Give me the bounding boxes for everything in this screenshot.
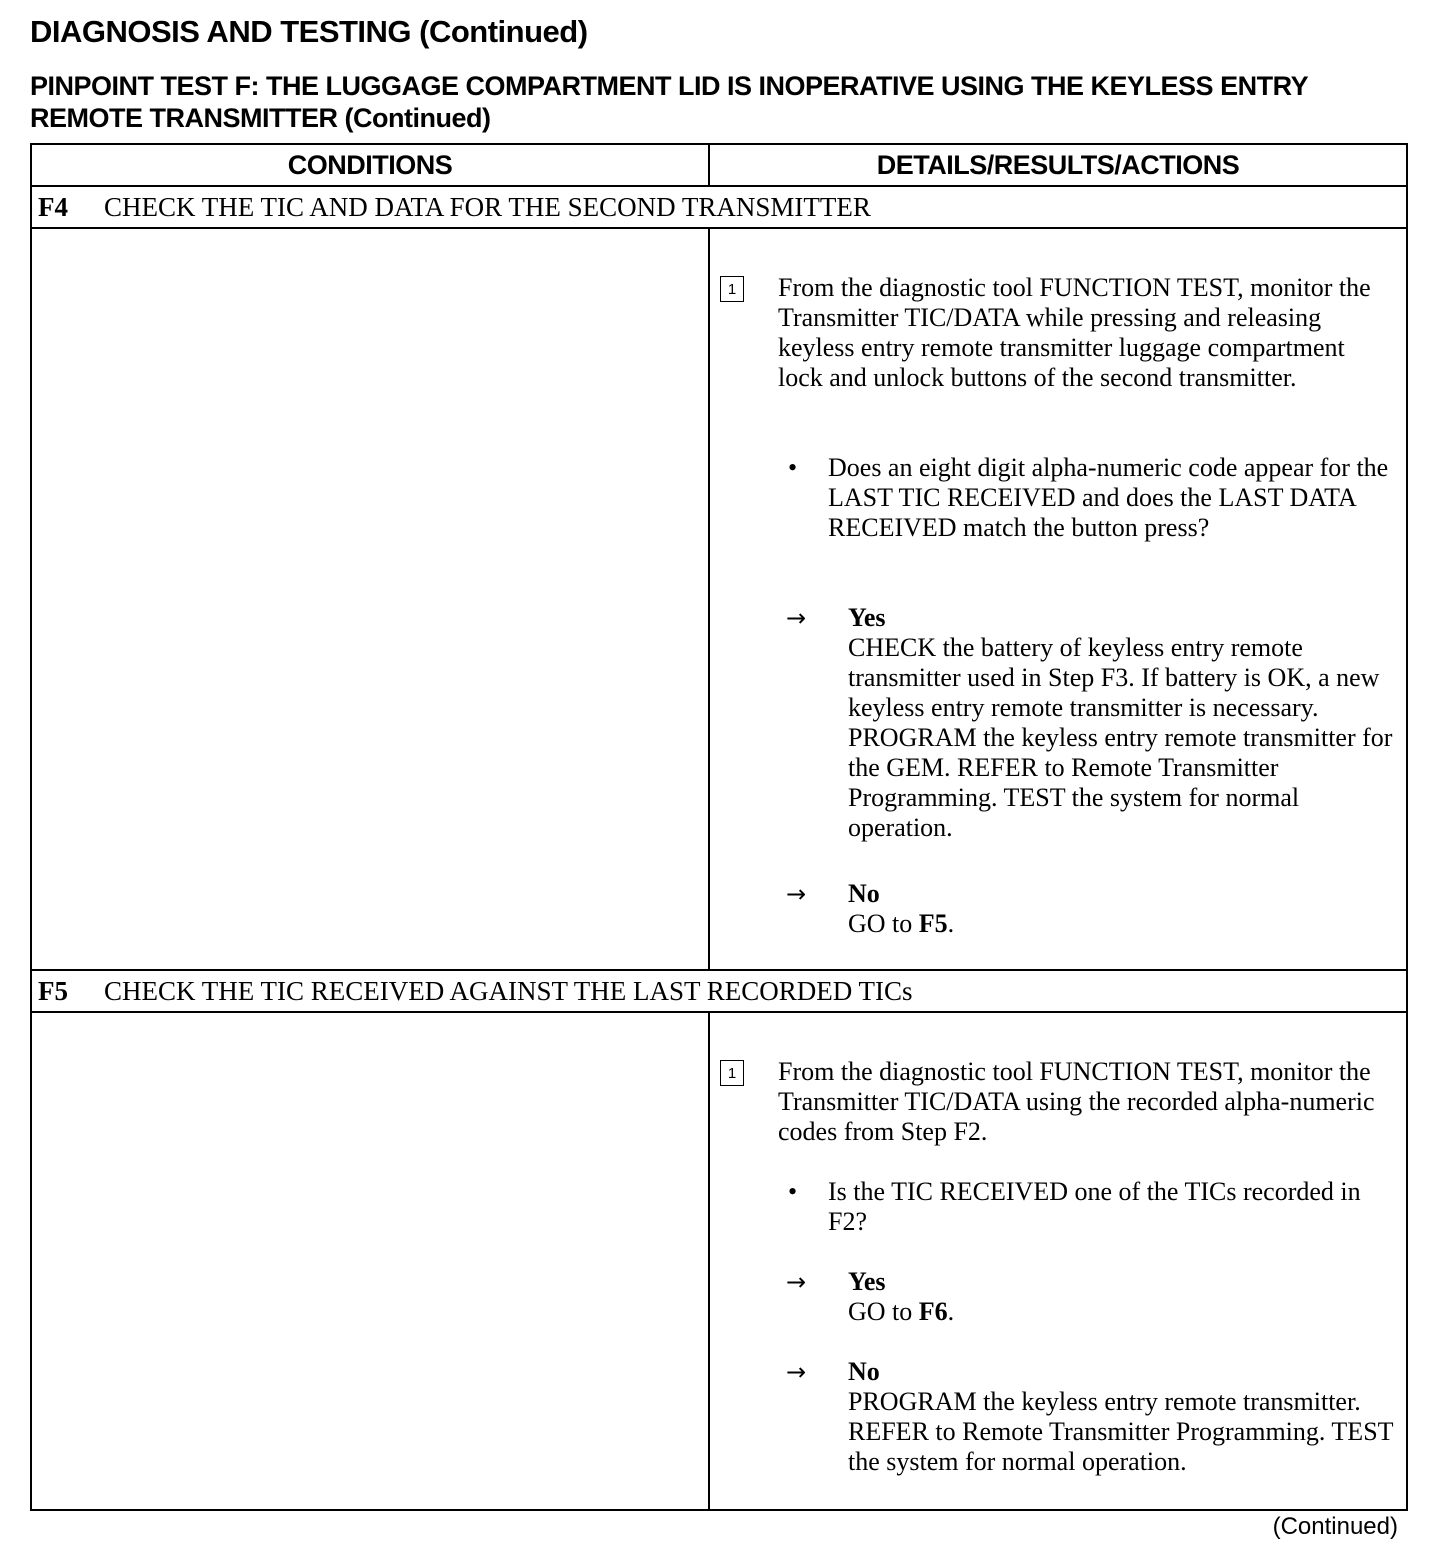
no-action: PROGRAM the keyless entry remote transmitter. REFER to Remote Transmitter Programming. TEST the system for normal operation. — [848, 1387, 1394, 1476]
yes-action: CHECK the battery of keyless entry remote transmitter used in Step F3. If battery is OK, a new keyless entry remote transmitter is necessary. PROGRAM the keyless entry remote transmitter for the GEM. REFER to Remote Transmitter Programming. TEST the system for normal operation. — [848, 633, 1393, 842]
question-text: Is the TIC RECEIVED one of the TICs recorded in F2? — [828, 1177, 1361, 1236]
conditions-cell — [32, 229, 710, 969]
details-header: DETAILS/RESULTS/ACTIONS — [876, 150, 1240, 180]
no-action-target: F5 — [918, 909, 948, 938]
no-result — [848, 879, 1400, 939]
yes-action-suffix: . — [947, 1297, 955, 1326]
step-text: From the diagnostic tool FUNCTION TEST, monitor the Transmitter TIC/DATA while pressing and releasing keyless entry remote transmitter luggage compartment lock and unlock buttons of the second transmitter. — [778, 273, 1371, 392]
details-cell — [710, 229, 1406, 969]
page-title: DIAGNOSIS AND TESTING (Continued) — [30, 14, 588, 49]
conditions-cell — [32, 1013, 710, 1509]
arrow-right-icon: → — [786, 604, 807, 632]
pinpoint-test-title: PINPOINT TEST F: THE LUGGAGE COMPARTMENT LID IS INOPERATIVE USING THE KEYLESS ENTRY REMOTE TRANSMITTER (Continued) — [30, 71, 1308, 133]
step-number-box: 1 — [720, 1060, 744, 1086]
yes-result — [848, 1267, 1400, 1327]
no-label: No — [848, 1357, 880, 1386]
no-label: No — [848, 879, 880, 908]
arrow-right-icon: → — [786, 1358, 807, 1386]
bullet-icon: • — [788, 1177, 798, 1206]
arrow-right-icon: → — [786, 1268, 807, 1296]
yes-label: Yes — [848, 603, 886, 632]
no-action-suffix: . — [947, 909, 955, 938]
section-f4-title — [32, 187, 1406, 229]
pinpoint-table — [30, 143, 1408, 1511]
section-id: F4 — [38, 192, 68, 222]
no-result — [848, 1357, 1400, 1477]
conditions-header: CONDITIONS — [32, 145, 710, 185]
continued-note: (Continued) — [1272, 1513, 1398, 1540]
yes-action-target: F6 — [918, 1297, 948, 1326]
section-id: F5 — [38, 976, 68, 1006]
yes-action-prefix: GO to — [848, 1297, 919, 1326]
section-f5-body — [32, 1013, 1406, 1509]
section-f5-title — [32, 971, 1406, 1013]
arrow-right-icon: → — [786, 880, 807, 908]
yes-label: Yes — [848, 1267, 886, 1296]
details-cell — [710, 1013, 1406, 1509]
yes-result — [848, 603, 1400, 843]
section-title: CHECK THE TIC AND DATA FOR THE SECOND TRANSMITTER — [104, 192, 871, 222]
section-title: CHECK THE TIC RECEIVED AGAINST THE LAST RECORDED TICs — [104, 976, 913, 1006]
section-f4-body — [32, 229, 1406, 971]
table-header — [32, 145, 1406, 187]
step-text: From the diagnostic tool FUNCTION TEST, monitor the Transmitter TIC/DATA using the recorded alpha-numeric codes from Step F2. — [778, 1057, 1375, 1146]
question-text: Does an eight digit alpha-numeric code appear for the LAST TIC RECEIVED and does the LAST DATA RECEIVED match the button press? — [828, 453, 1389, 542]
bullet-icon: • — [788, 453, 798, 482]
step-number-box: 1 — [720, 276, 744, 302]
no-action-prefix: GO to — [848, 909, 919, 938]
